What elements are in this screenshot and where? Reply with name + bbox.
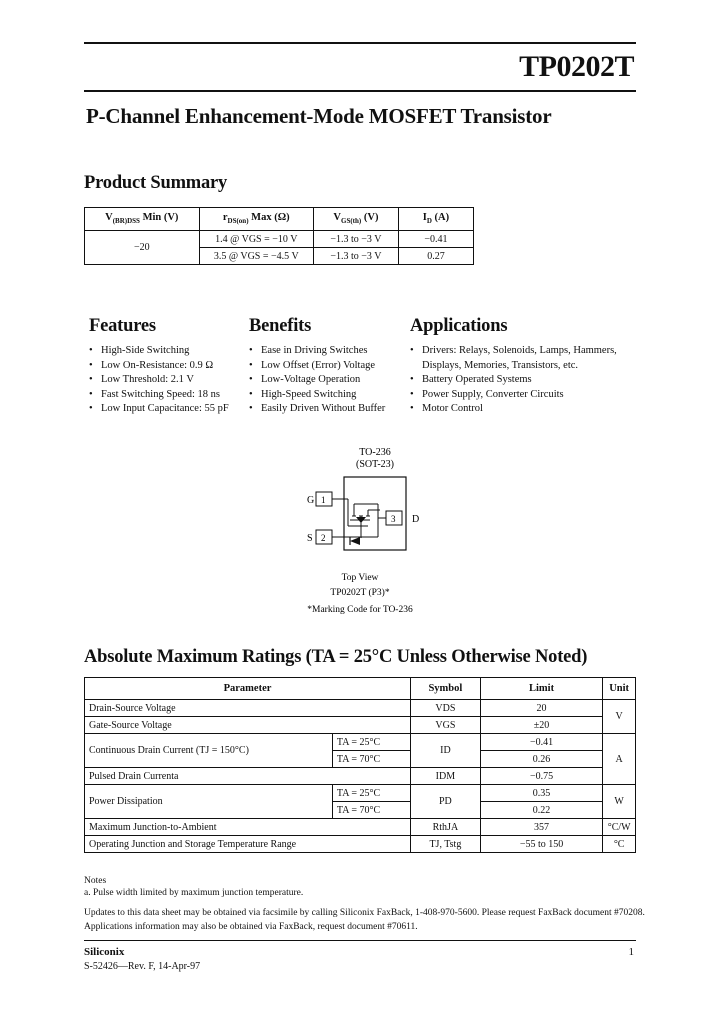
limit-cell: 0.26 bbox=[480, 751, 603, 768]
pin-1-number: 1 bbox=[321, 495, 326, 505]
top-rule bbox=[84, 42, 636, 44]
table-row bbox=[85, 785, 636, 802]
id-value: −0.41 bbox=[398, 231, 473, 248]
package-diagram bbox=[270, 440, 490, 620]
product-summary-table bbox=[84, 207, 474, 265]
limit-cell: 0.22 bbox=[480, 802, 603, 819]
applications-list bbox=[410, 344, 635, 417]
list-item: • High-Speed Switching bbox=[249, 388, 404, 403]
symbol-cell: VDS bbox=[411, 700, 481, 717]
cond-cell: TA = 25°C bbox=[332, 734, 410, 751]
limit-cell: 357 bbox=[480, 819, 603, 836]
symbol-cell: TJ, Tstg bbox=[411, 836, 481, 853]
unit-cell: A bbox=[603, 734, 636, 785]
vgs-value: −1.3 to −3 V bbox=[313, 248, 398, 265]
product-summary-heading: Product Summary bbox=[84, 173, 228, 193]
col-parameter: Parameter bbox=[85, 678, 411, 700]
symbol-cell: ID bbox=[411, 734, 481, 768]
doc-number: S-52426—Rev. F, 14-Apr-97 bbox=[84, 961, 201, 972]
param-cell: Maximum Junction-to-Ambient bbox=[85, 819, 411, 836]
footer-rule bbox=[84, 940, 636, 941]
notes-heading: Notes bbox=[84, 876, 107, 886]
diode-icon bbox=[350, 537, 360, 545]
header-rule bbox=[84, 90, 636, 92]
limit-cell: ±20 bbox=[480, 717, 603, 734]
faxback-note: Updates to this data sheet may be obtained via facsimile by calling Siliconix FaxBack, 1-408-970-5600. Please request FaxBack document #70208. bbox=[84, 908, 645, 918]
col-vgsth: $V_{GS(th)}$ (V) bbox=[313, 208, 398, 231]
applications-note: Applications information may also be obtained via FaxBack, request document #70611. bbox=[84, 922, 418, 932]
document-title: P-Channel Enhancement-Mode MOSFET Transistor bbox=[86, 104, 552, 128]
unit-cell: V bbox=[603, 700, 636, 734]
package-name: TO-236 bbox=[359, 447, 391, 458]
cond-cell: TA = 25°C bbox=[332, 785, 410, 802]
list-item: • Low Offset (Error) Voltage bbox=[249, 359, 404, 374]
limit-cell: −55 to 150 bbox=[480, 836, 603, 853]
applications-heading: Applications bbox=[410, 316, 508, 336]
list-item: • Low On-Resistance: 0.9 Ω bbox=[89, 359, 239, 374]
package-marking: TP0202T (P3)* bbox=[330, 588, 390, 598]
list-item: • Easily Driven Without Buffer bbox=[249, 402, 404, 417]
col-id: $I_D$ (A) bbox=[398, 208, 473, 231]
unit-cell: W bbox=[603, 785, 636, 819]
list-item: • Low-Voltage Operation bbox=[249, 373, 404, 388]
list-item: • High-Side Switching bbox=[89, 344, 239, 359]
table-row bbox=[85, 231, 474, 248]
param-cell: Power Dissipation bbox=[85, 785, 333, 819]
symbol-cell: IDM bbox=[411, 768, 481, 785]
param-cell: Gate-Source Voltage bbox=[85, 717, 411, 734]
col-vbrdss: $V_{(BR)DSS}$ Min (V) bbox=[85, 208, 200, 231]
symbol-cell: PD bbox=[411, 785, 481, 819]
limit-cell: −0.75 bbox=[480, 768, 603, 785]
col-limit: Limit bbox=[480, 678, 603, 700]
vbrdss-value: −20 bbox=[85, 231, 200, 265]
list-item: • Ease in Driving Switches bbox=[249, 344, 404, 359]
list-item: • Drivers: Relays, Solenoids, Lamps, Hammers, Displays, Memories, Transistors, etc. bbox=[410, 344, 635, 373]
table-row bbox=[85, 836, 636, 853]
pin-3-number: 3 bbox=[391, 514, 396, 524]
cond-cell: TA = 70°C bbox=[332, 751, 410, 768]
limit-cell: 0.35 bbox=[480, 785, 603, 802]
package-drawing bbox=[270, 440, 490, 620]
features-heading: Features bbox=[89, 316, 156, 336]
table-row bbox=[85, 768, 636, 785]
table-row bbox=[85, 717, 636, 734]
col-unit: Unit bbox=[603, 678, 636, 700]
limit-cell: −0.41 bbox=[480, 734, 603, 751]
company-name: Siliconix bbox=[84, 946, 125, 958]
marking-footnote: *Marking Code for TO-236 bbox=[307, 605, 413, 615]
list-item: • Motor Control bbox=[410, 402, 635, 417]
benefits-list bbox=[249, 344, 404, 417]
symbol-cell: VGS bbox=[411, 717, 481, 734]
list-item: • Power Supply, Converter Circuits bbox=[410, 388, 635, 403]
unit-cell: °C/W bbox=[603, 819, 636, 836]
cond-cell: TA = 70°C bbox=[332, 802, 410, 819]
param-cell: Continuous Drain Current (TJ = 150°C) bbox=[85, 734, 333, 768]
col-symbol: Symbol bbox=[411, 678, 481, 700]
features-list bbox=[89, 344, 239, 417]
ratings-table bbox=[84, 677, 636, 853]
ratings-heading: Absolute Maximum Ratings (TA = 25°C Unless Otherwise Noted) bbox=[84, 647, 588, 667]
drain-label: D bbox=[412, 514, 420, 525]
symbol-cell: RthJA bbox=[411, 819, 481, 836]
pin-2-number: 2 bbox=[321, 533, 326, 543]
benefits-heading: Benefits bbox=[249, 316, 312, 336]
package-view: Top View bbox=[341, 573, 379, 583]
rds-value: 1.4 @ VGS = −10 V bbox=[199, 231, 313, 248]
vgs-value: −1.3 to −3 V bbox=[313, 231, 398, 248]
unit-cell: °C bbox=[603, 836, 636, 853]
gate-label: G bbox=[307, 495, 315, 506]
param-cell: Pulsed Drain Currenta bbox=[85, 768, 411, 785]
page-number: 1 bbox=[628, 946, 634, 958]
list-item: • Battery Operated Systems bbox=[410, 373, 635, 388]
list-item: • Low Threshold: 2.1 V bbox=[89, 373, 239, 388]
list-item: • Low Input Capacitance: 55 pF bbox=[89, 402, 239, 417]
param-cell: Drain-Source Voltage bbox=[85, 700, 411, 717]
package-alt-name: (SOT-23) bbox=[356, 459, 394, 470]
id-value: 0.27 bbox=[398, 248, 473, 265]
param-cell: Operating Junction and Storage Temperature Range bbox=[85, 836, 411, 853]
col-rdson: $r_{DS(on)}$ Max (Ω) bbox=[199, 208, 313, 231]
table-row bbox=[85, 700, 636, 717]
package-body bbox=[344, 477, 406, 550]
note-a: a. Pulse width limited by maximum junction temperature. bbox=[84, 888, 304, 898]
source-label: S bbox=[307, 533, 313, 544]
list-item: • Fast Switching Speed: 18 ns bbox=[89, 388, 239, 403]
table-row bbox=[85, 734, 636, 751]
part-number: TP0202T bbox=[519, 50, 634, 83]
rds-value: 3.5 @ VGS = −4.5 V bbox=[199, 248, 313, 265]
limit-cell: 20 bbox=[480, 700, 603, 717]
table-row bbox=[85, 819, 636, 836]
